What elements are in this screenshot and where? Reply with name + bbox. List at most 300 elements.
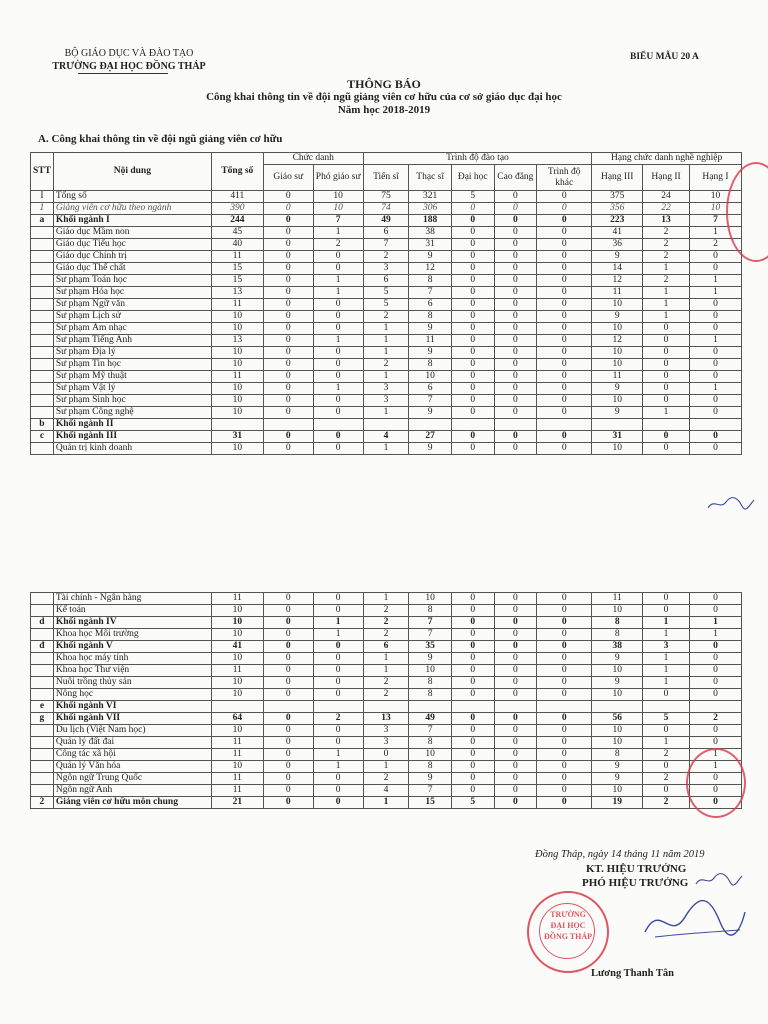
row-value: 1 — [689, 275, 741, 287]
row-value: 1 — [689, 617, 741, 629]
row-value: 0 — [494, 641, 537, 653]
row-value: 0 — [451, 677, 494, 689]
row-value: 10 — [211, 347, 263, 359]
row-value: 41 — [211, 641, 263, 653]
row-value: 0 — [537, 653, 592, 665]
row-value: 223 — [592, 215, 643, 227]
row-value: 10 — [592, 725, 643, 737]
row-value: 0 — [537, 191, 592, 203]
row-value: 10 — [313, 191, 363, 203]
row-value: 2 — [643, 251, 690, 263]
table-row — [31, 383, 742, 395]
col-cao-dang: Cao đẳng — [494, 165, 537, 191]
row-stt — [31, 407, 54, 419]
row-value — [363, 701, 409, 713]
row-value: 0 — [689, 251, 741, 263]
row-value: 1 — [689, 335, 741, 347]
row-stt: đ — [31, 641, 54, 653]
row-value: 7 — [409, 395, 452, 407]
title-line-1: THÔNG BÁO — [347, 77, 421, 91]
row-value: 0 — [689, 641, 741, 653]
row-value: 9 — [592, 251, 643, 263]
row-value: 8 — [409, 677, 452, 689]
row-label: Khối ngành IV — [53, 617, 211, 629]
row-value: 10 — [211, 629, 263, 641]
row-value — [689, 701, 741, 713]
row-value: 10 — [592, 689, 643, 701]
table-row — [31, 593, 742, 605]
row-value: 7 — [409, 785, 452, 797]
row-value: 0 — [263, 239, 313, 251]
row-value: 38 — [592, 641, 643, 653]
table-row — [31, 347, 742, 359]
row-value: 0 — [689, 797, 741, 809]
row-value: 1 — [643, 407, 690, 419]
row-value: 0 — [263, 641, 313, 653]
seam-stamp-bottom — [686, 748, 746, 818]
row-label: Tổng số — [53, 191, 211, 203]
row-value: 0 — [313, 725, 363, 737]
row-label: Giảng viên cơ hữu môn chung — [53, 797, 211, 809]
row-value: 10 — [592, 785, 643, 797]
row-value: 2 — [363, 689, 409, 701]
row-label: Sư phạm Hóa học — [53, 287, 211, 299]
row-value: 0 — [494, 653, 537, 665]
signer-name: Lương Thanh Tân — [591, 968, 674, 979]
row-value — [363, 419, 409, 431]
row-value: 10 — [592, 359, 643, 371]
row-value: 38 — [409, 227, 452, 239]
row-value: 8 — [409, 275, 452, 287]
date-line: Đồng Tháp, ngày 14 tháng 11 năm 2019 — [535, 849, 705, 860]
row-value: 8 — [409, 311, 452, 323]
row-stt: a — [31, 215, 54, 227]
row-value — [643, 419, 690, 431]
row-label: Khoa học Thư viện — [53, 665, 211, 677]
row-value — [263, 419, 313, 431]
row-value: 0 — [263, 593, 313, 605]
row-value: 13 — [363, 713, 409, 725]
row-value: 10 — [211, 407, 263, 419]
row-value: 0 — [451, 359, 494, 371]
stamp-line-2: ĐẠI HỌC — [550, 921, 586, 930]
row-value: 0 — [494, 725, 537, 737]
row-value: 0 — [494, 395, 537, 407]
row-value: 0 — [494, 629, 537, 641]
row-value: 11 — [211, 665, 263, 677]
col-tien-si: Tiến sĩ — [363, 165, 409, 191]
row-stt — [31, 251, 54, 263]
row-value: 10 — [409, 665, 452, 677]
row-value: 0 — [689, 773, 741, 785]
row-value: 12 — [592, 275, 643, 287]
row-value — [409, 701, 452, 713]
row-value: 0 — [263, 431, 313, 443]
row-value: 0 — [643, 761, 690, 773]
row-value: 0 — [689, 443, 741, 455]
row-value: 11 — [211, 371, 263, 383]
table-row — [31, 311, 742, 323]
row-value: 0 — [451, 215, 494, 227]
row-value: 40 — [211, 239, 263, 251]
row-value: 1 — [643, 299, 690, 311]
row-value: 0 — [537, 677, 592, 689]
table-row — [31, 713, 742, 725]
row-value: 9 — [409, 407, 452, 419]
row-label: Khối ngành I — [53, 215, 211, 227]
row-value: 0 — [494, 749, 537, 761]
row-value: 0 — [263, 191, 313, 203]
row-value: 0 — [313, 431, 363, 443]
row-value: 0 — [313, 323, 363, 335]
row-label: Sư phạm Công nghệ — [53, 407, 211, 419]
row-value: 0 — [537, 395, 592, 407]
section-heading: A. Công khai thông tin về đội ngũ giảng viên cơ hữu — [38, 133, 283, 145]
row-value: 35 — [409, 641, 452, 653]
table-row — [31, 725, 742, 737]
header-content: Nội dung — [53, 153, 211, 191]
row-value — [451, 701, 494, 713]
row-value: 0 — [643, 689, 690, 701]
row-value: 9 — [409, 443, 452, 455]
row-value: 0 — [537, 299, 592, 311]
row-label: Khối ngành VII — [53, 713, 211, 725]
row-value: 0 — [537, 443, 592, 455]
row-value: 8 — [409, 689, 452, 701]
row-value: 1 — [313, 383, 363, 395]
row-stt — [31, 395, 54, 407]
header-total: Tổng số — [211, 153, 263, 191]
row-value: 1 — [313, 275, 363, 287]
row-value: 15 — [211, 263, 263, 275]
row-value: 0 — [537, 431, 592, 443]
col-dai-hoc: Đại học — [451, 165, 494, 191]
row-value: 0 — [313, 737, 363, 749]
ministry-name: BỘ GIÁO DỤC VÀ ĐÀO TẠO — [64, 48, 194, 59]
row-value: 10 — [313, 203, 363, 215]
table-row — [31, 701, 742, 713]
row-value: 0 — [451, 203, 494, 215]
row-value: 3 — [363, 725, 409, 737]
row-value: 11 — [409, 335, 452, 347]
row-value: 0 — [263, 653, 313, 665]
row-value: 9 — [409, 251, 452, 263]
row-value: 0 — [313, 785, 363, 797]
row-value: 0 — [494, 263, 537, 275]
row-value: 0 — [263, 725, 313, 737]
row-label: Sư phạm Tin học — [53, 359, 211, 371]
table-row — [31, 239, 742, 251]
row-label: Tài chính - Ngân hàng — [53, 593, 211, 605]
row-stt — [31, 263, 54, 275]
row-value: 11 — [211, 593, 263, 605]
row-value: 10 — [211, 725, 263, 737]
row-value: 0 — [689, 605, 741, 617]
row-stt — [31, 275, 54, 287]
col-hang-2: Hạng II — [643, 165, 690, 191]
row-value: 0 — [451, 641, 494, 653]
row-value: 0 — [263, 785, 313, 797]
row-value: 0 — [494, 335, 537, 347]
row-stt: d — [31, 617, 54, 629]
row-value: 0 — [537, 617, 592, 629]
row-value: 1 — [363, 761, 409, 773]
row-value: 11 — [592, 593, 643, 605]
row-value: 0 — [451, 773, 494, 785]
row-stt — [31, 347, 54, 359]
row-label: Giảng viên cơ hữu theo ngành — [53, 203, 211, 215]
row-label: Sư phạm Ngữ văn — [53, 299, 211, 311]
row-value: 2 — [643, 749, 690, 761]
row-value: 31 — [409, 239, 452, 251]
row-value: 1 — [363, 347, 409, 359]
row-value: 0 — [537, 605, 592, 617]
table-row — [31, 749, 742, 761]
row-value: 7 — [409, 629, 452, 641]
row-value: 0 — [537, 275, 592, 287]
row-value: 0 — [643, 383, 690, 395]
row-value: 9 — [592, 383, 643, 395]
row-value: 10 — [592, 299, 643, 311]
row-value: 36 — [592, 239, 643, 251]
row-value: 0 — [451, 713, 494, 725]
row-value: 1 — [363, 443, 409, 455]
row-value: 0 — [494, 773, 537, 785]
row-label: Quản trị kinh doanh — [53, 443, 211, 455]
signer-title-1: KT. HIỆU TRƯỞNG — [586, 863, 687, 875]
row-value: 7 — [363, 239, 409, 251]
row-stt — [31, 665, 54, 677]
row-label: Sư phạm Vật lý — [53, 383, 211, 395]
row-value: 0 — [451, 629, 494, 641]
row-value: 11 — [592, 371, 643, 383]
row-value: 1 — [643, 263, 690, 275]
row-value: 0 — [494, 605, 537, 617]
row-value: 0 — [313, 251, 363, 263]
row-value: 1 — [363, 593, 409, 605]
row-value: 0 — [643, 443, 690, 455]
row-value: 0 — [263, 347, 313, 359]
row-value: 21 — [211, 797, 263, 809]
row-value: 11 — [211, 773, 263, 785]
row-value: 0 — [263, 371, 313, 383]
row-label: Nuôi trồng thủy sản — [53, 677, 211, 689]
row-value: 0 — [313, 641, 363, 653]
row-value: 0 — [689, 689, 741, 701]
row-value: 1 — [363, 797, 409, 809]
table-row — [31, 371, 742, 383]
row-value — [592, 419, 643, 431]
row-label: Nông học — [53, 689, 211, 701]
row-value: 9 — [592, 677, 643, 689]
row-value: 0 — [537, 641, 592, 653]
row-value: 0 — [537, 215, 592, 227]
row-value: 0 — [451, 725, 494, 737]
row-value: 0 — [494, 227, 537, 239]
row-value: 6 — [363, 641, 409, 653]
row-value: 0 — [537, 227, 592, 239]
stamp-text — [529, 909, 607, 942]
row-value: 0 — [689, 347, 741, 359]
row-value — [537, 701, 592, 713]
table-row — [31, 299, 742, 311]
row-stt — [31, 749, 54, 761]
row-value: 12 — [409, 263, 452, 275]
row-label: Khoa học máy tính — [53, 653, 211, 665]
row-value: 2 — [643, 773, 690, 785]
row-value: 1 — [363, 653, 409, 665]
row-value: 0 — [537, 785, 592, 797]
table-row — [31, 287, 742, 299]
row-value: 0 — [263, 359, 313, 371]
row-value: 0 — [263, 713, 313, 725]
row-value: 0 — [537, 383, 592, 395]
row-value: 0 — [494, 311, 537, 323]
row-value: 1 — [313, 749, 363, 761]
row-stt: b — [31, 419, 54, 431]
table-row — [31, 641, 742, 653]
table-row — [31, 227, 742, 239]
row-value: 10 — [689, 191, 741, 203]
row-value: 49 — [363, 215, 409, 227]
row-value: 8 — [409, 761, 452, 773]
row-value — [211, 701, 263, 713]
row-value: 0 — [313, 677, 363, 689]
row-value: 0 — [263, 773, 313, 785]
row-value: 10 — [211, 311, 263, 323]
row-value: 0 — [494, 347, 537, 359]
row-value: 11 — [211, 749, 263, 761]
row-value: 0 — [451, 407, 494, 419]
row-value: 11 — [211, 785, 263, 797]
table-row — [31, 419, 742, 431]
row-value: 11 — [211, 299, 263, 311]
row-value: 0 — [537, 251, 592, 263]
row-stt — [31, 737, 54, 749]
row-value: 19 — [592, 797, 643, 809]
row-value: 0 — [263, 605, 313, 617]
row-value: 0 — [643, 323, 690, 335]
row-stt — [31, 311, 54, 323]
row-value: 0 — [263, 311, 313, 323]
row-value: 45 — [211, 227, 263, 239]
row-value: 0 — [537, 239, 592, 251]
row-value: 0 — [643, 593, 690, 605]
row-value: 2 — [363, 605, 409, 617]
row-value: 0 — [451, 371, 494, 383]
row-value: 0 — [263, 215, 313, 227]
table-row — [31, 653, 742, 665]
row-stt — [31, 371, 54, 383]
row-value: 0 — [263, 407, 313, 419]
row-value: 31 — [211, 431, 263, 443]
row-value: 1 — [689, 629, 741, 641]
row-stt: 2 — [31, 797, 54, 809]
row-stt: g — [31, 713, 54, 725]
row-value: 0 — [451, 275, 494, 287]
row-stt — [31, 629, 54, 641]
row-value: 10 — [211, 443, 263, 455]
row-value: 10 — [592, 323, 643, 335]
row-value: 10 — [409, 593, 452, 605]
row-value: 0 — [537, 371, 592, 383]
row-label: Sư phạm Địa lý — [53, 347, 211, 359]
table-row — [31, 395, 742, 407]
col-hang-1: Hạng I — [689, 165, 741, 191]
row-value: 0 — [537, 263, 592, 275]
row-value: 6 — [363, 275, 409, 287]
row-value: 0 — [363, 749, 409, 761]
row-value: 0 — [689, 407, 741, 419]
row-value: 6 — [409, 299, 452, 311]
row-value: 10 — [689, 203, 741, 215]
row-value: 0 — [313, 299, 363, 311]
row-stt — [31, 335, 54, 347]
row-value: 10 — [592, 665, 643, 677]
row-value: 0 — [263, 335, 313, 347]
row-value: 0 — [494, 359, 537, 371]
official-stamp — [527, 891, 609, 973]
row-value: 0 — [494, 761, 537, 773]
row-value: 188 — [409, 215, 452, 227]
row-value: 15 — [211, 275, 263, 287]
row-value: 9 — [409, 653, 452, 665]
row-value: 0 — [451, 737, 494, 749]
col-trinh-do-khac: Trình độ khác — [537, 165, 592, 191]
table-row — [31, 689, 742, 701]
row-value: 1 — [643, 287, 690, 299]
row-value: 7 — [409, 617, 452, 629]
row-value: 1 — [643, 311, 690, 323]
row-value: 10 — [592, 443, 643, 455]
header-group-title: Chức danh — [263, 153, 363, 165]
row-value: 27 — [409, 431, 452, 443]
row-value: 0 — [537, 665, 592, 677]
row-value: 0 — [494, 287, 537, 299]
row-stt — [31, 689, 54, 701]
row-value — [592, 701, 643, 713]
row-value: 0 — [263, 677, 313, 689]
row-value: 1 — [363, 371, 409, 383]
table-row — [31, 617, 742, 629]
row-value: 1 — [643, 653, 690, 665]
row-value: 9 — [592, 761, 643, 773]
table-row — [31, 407, 742, 419]
staff-table-page2 — [30, 592, 742, 809]
table-row — [31, 323, 742, 335]
row-value: 0 — [494, 737, 537, 749]
row-value: 0 — [494, 431, 537, 443]
header-stt: STT — [31, 153, 54, 191]
row-value: 8 — [409, 605, 452, 617]
row-value: 0 — [494, 251, 537, 263]
handwritten-signature — [640, 892, 750, 952]
table-row — [31, 629, 742, 641]
row-value: 0 — [537, 797, 592, 809]
row-value: 6 — [363, 227, 409, 239]
row-label: Giáo dục Chính trị — [53, 251, 211, 263]
row-value — [409, 419, 452, 431]
row-value: 8 — [592, 629, 643, 641]
row-value: 9 — [592, 311, 643, 323]
row-value: 1 — [313, 629, 363, 641]
row-value: 1 — [689, 227, 741, 239]
row-value: 10 — [211, 761, 263, 773]
row-value — [313, 701, 363, 713]
row-value: 0 — [643, 347, 690, 359]
row-label: Kế toán — [53, 605, 211, 617]
header-ministry — [40, 47, 218, 73]
